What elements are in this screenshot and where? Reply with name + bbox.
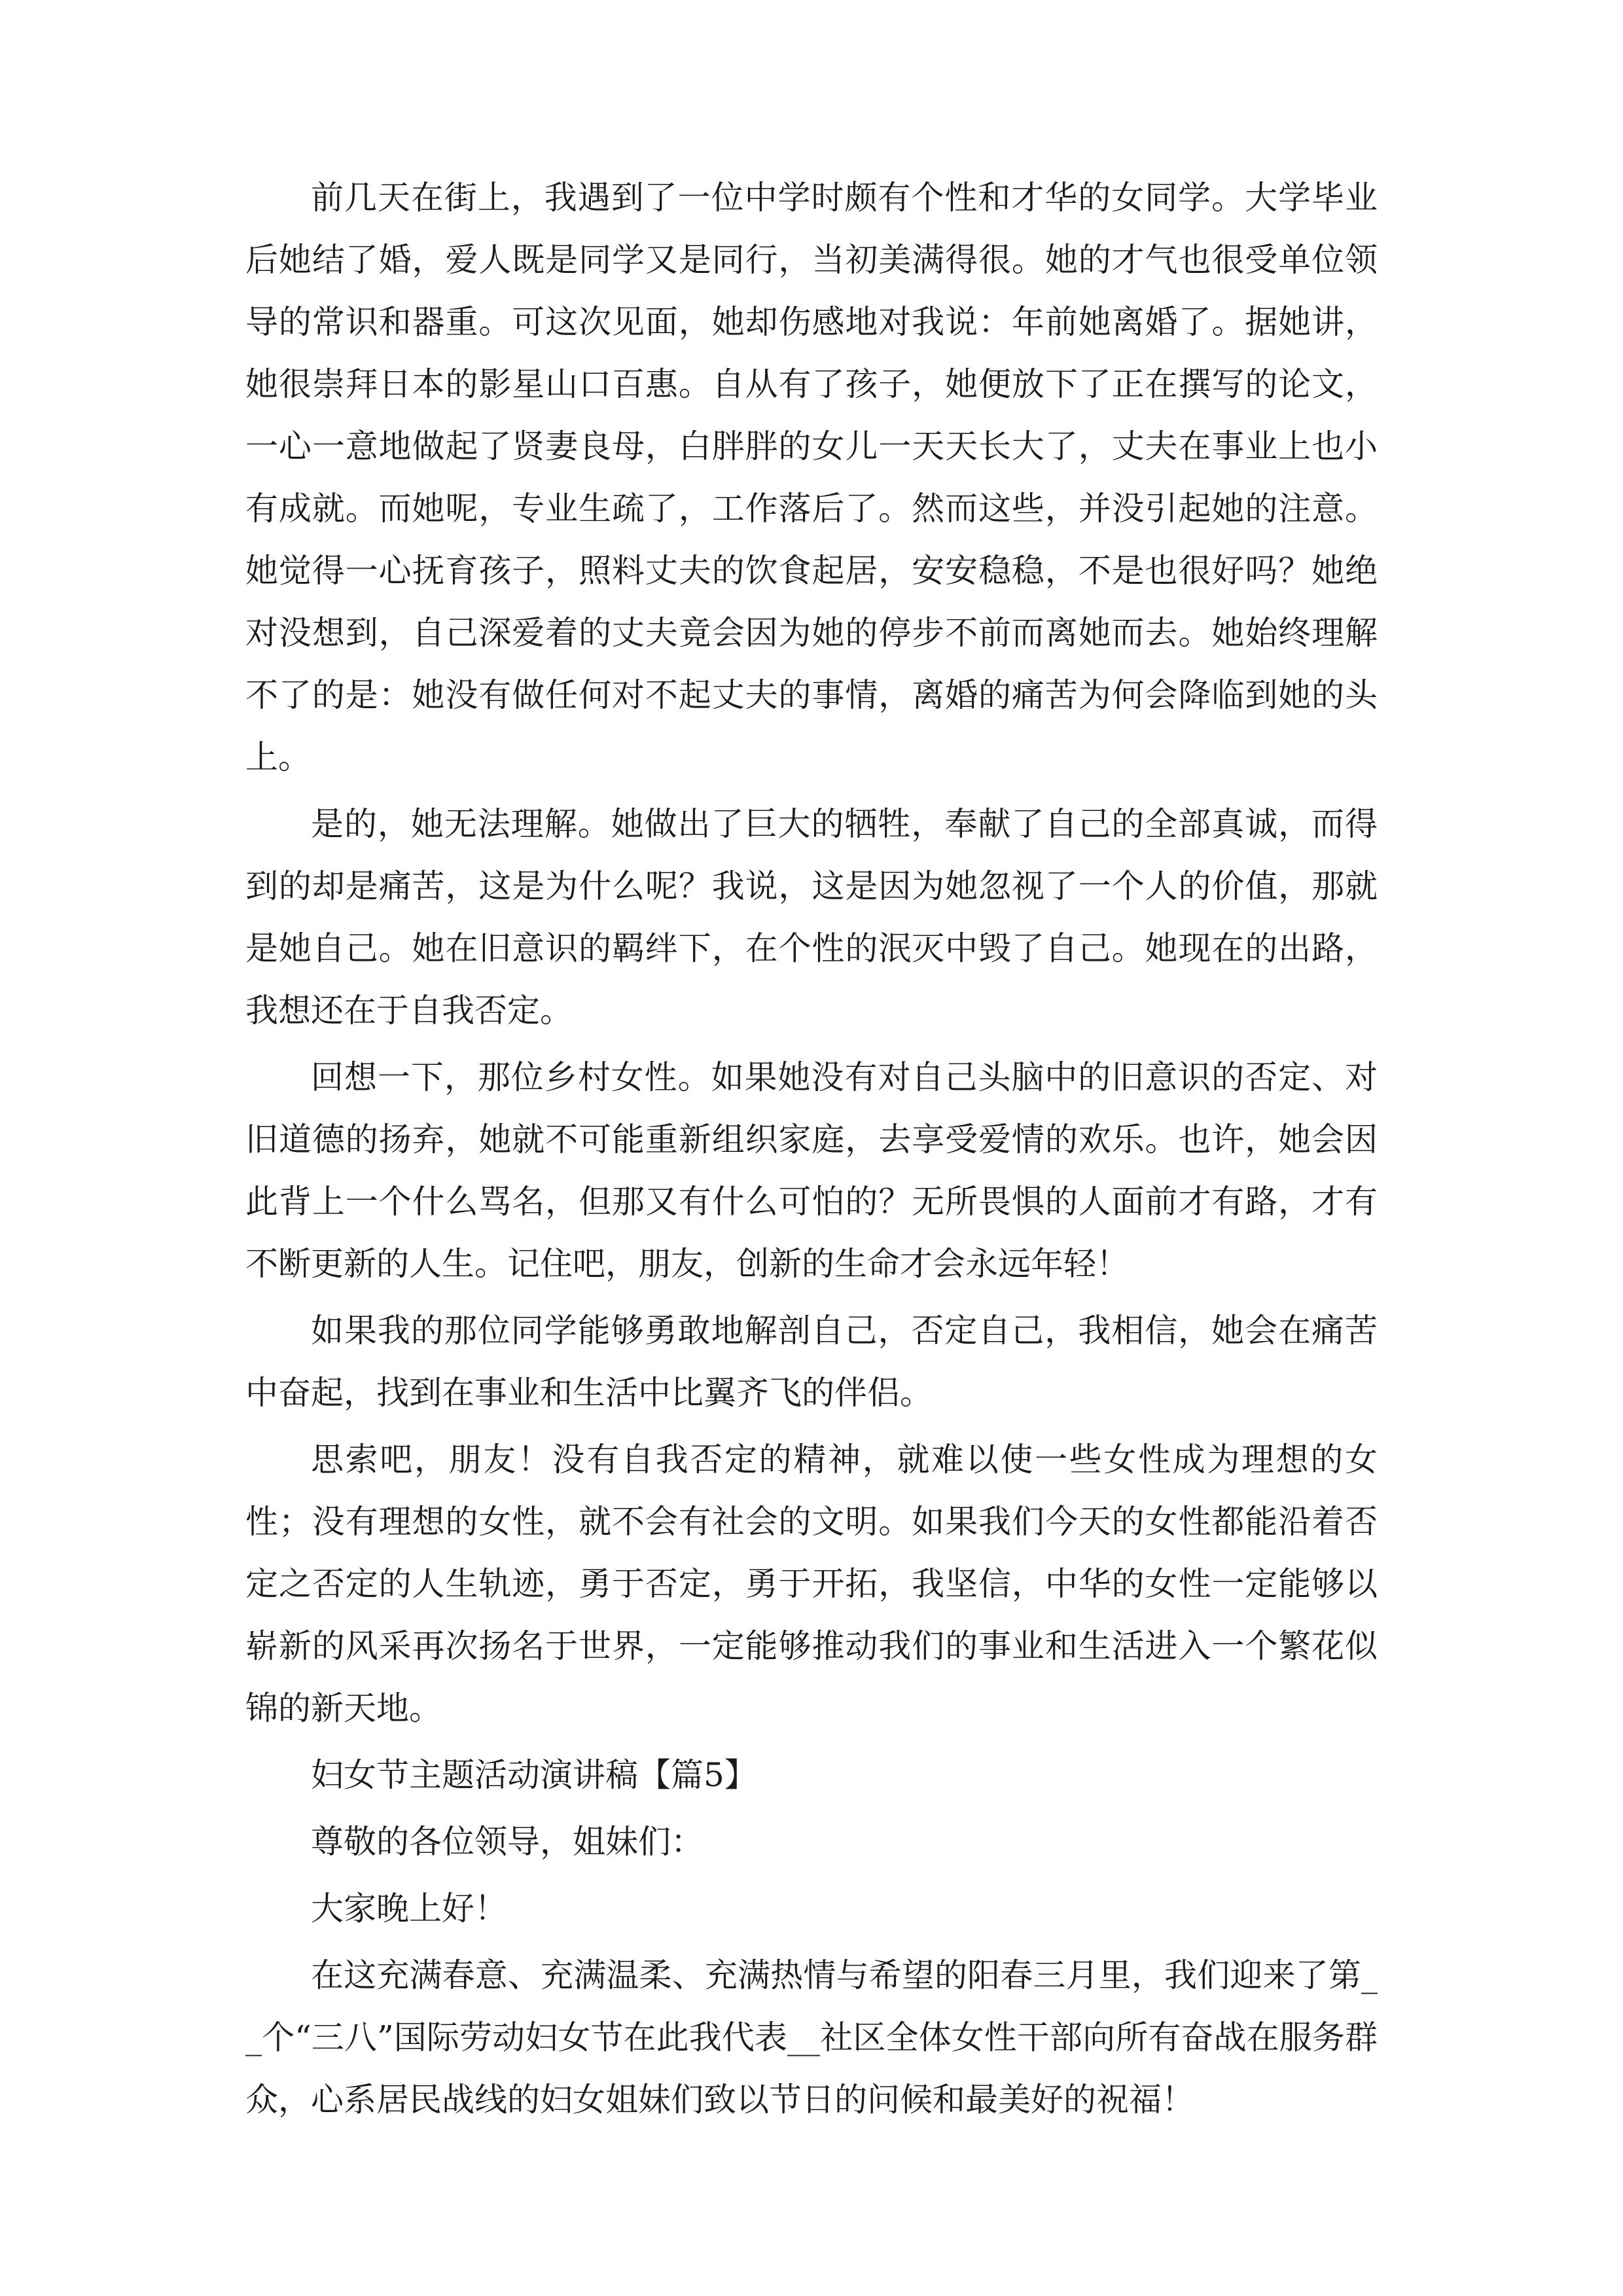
paragraph: 在这充满春意、充满温柔、充满热情与希望的阳春三月里，我们迎来了第__个“三八”国际劳动妇女节在此我代表__社区全体女性干部向所有奋战在服务群众，心系居民战线的妇女姐妹们致以节日的问候和最美好的祝福！ (245, 1956, 1378, 2119)
paragraph: 前几天在街上，我遇到了一位中学时颇有个性和才华的女同学。大学毕业后她结了婚，爱人既是同学又是同行，当初美满得很。她的才气也很受单位领导的常识和器重。可这次见面，她却伤感地对我说：年前她离婚了。据她讲，她很崇拜日本的影星山口百惠。自从有了孩子，她便放下了正在撰写的论文，一心一意地做起了贤妻良母，白胖胖的女儿一天天长大了，丈夫在事业上也小有成就。而她呢，专业生疏了，工作落后了。然而这些，并没引起她的注意。她觉得一心抚育孩子，照料丈夫的饮食起居，安安稳稳，不是也很好吗？她绝对没想到，自己深爱着的丈夫竟会因为她的停步不前而离她而去。她始终理解不了的是：她没有做任何对不起丈夫的事情，离婚的痛苦为何会降临到她的头上。 (245, 179, 1378, 776)
paragraph: 如果我的那位同学能够勇敢地解剖自己，否定自己，我相信，她会在痛苦中奋起，找到在事业和生活中比翼齐飞的伴侣。 (245, 1312, 1378, 1412)
greeting: 大家晚上好！ (311, 1890, 507, 1928)
section-heading: 妇女节主题活动演讲稿【篇5】 (311, 1756, 757, 1794)
document-body (245, 167, 1378, 2136)
paragraph: 思索吧，朋友！没有自我否定的精神，就难以使一些女性成为理想的女性；没有理想的女性，就不会有社会的文明。如果我们今天的女性都能沿着否定之否定的人生轨迹，勇于否定，勇于开拓，我坚信，中华的女性一定能够以崭新的风采再次扬名于世界，一定能够推动我们的事业和生活进入一个繁花似锦的新天地。 (245, 1441, 1378, 1727)
paragraph: 是的，她无法理解。她做出了巨大的牺牲，奉献了自己的全部真诚，而得到的却是痛苦，这是为什么呢？我说，这是因为她忽视了一个人的价值，那就是她自己。她在旧意识的羁绊下，在个性的泯灭中毁了自己。她现在的出路，我想还在于自我否定。 (245, 805, 1378, 1030)
paragraph: 回想一下，那位乡村女性。如果她没有对自己头脑中的旧意识的否定、对旧道德的扬弃，她就不可能重新组织家庭，去享受爱情的欢乐。也许，她会因此背上一个什么骂名，但那又有什么可怕的？无所畏惧的人面前才有路，才有不断更新的人生。记住吧，朋友，创新的生命才会永远年轻！ (245, 1058, 1378, 1283)
salutation: 尊敬的各位领导，姐妹们： (311, 1823, 704, 1861)
